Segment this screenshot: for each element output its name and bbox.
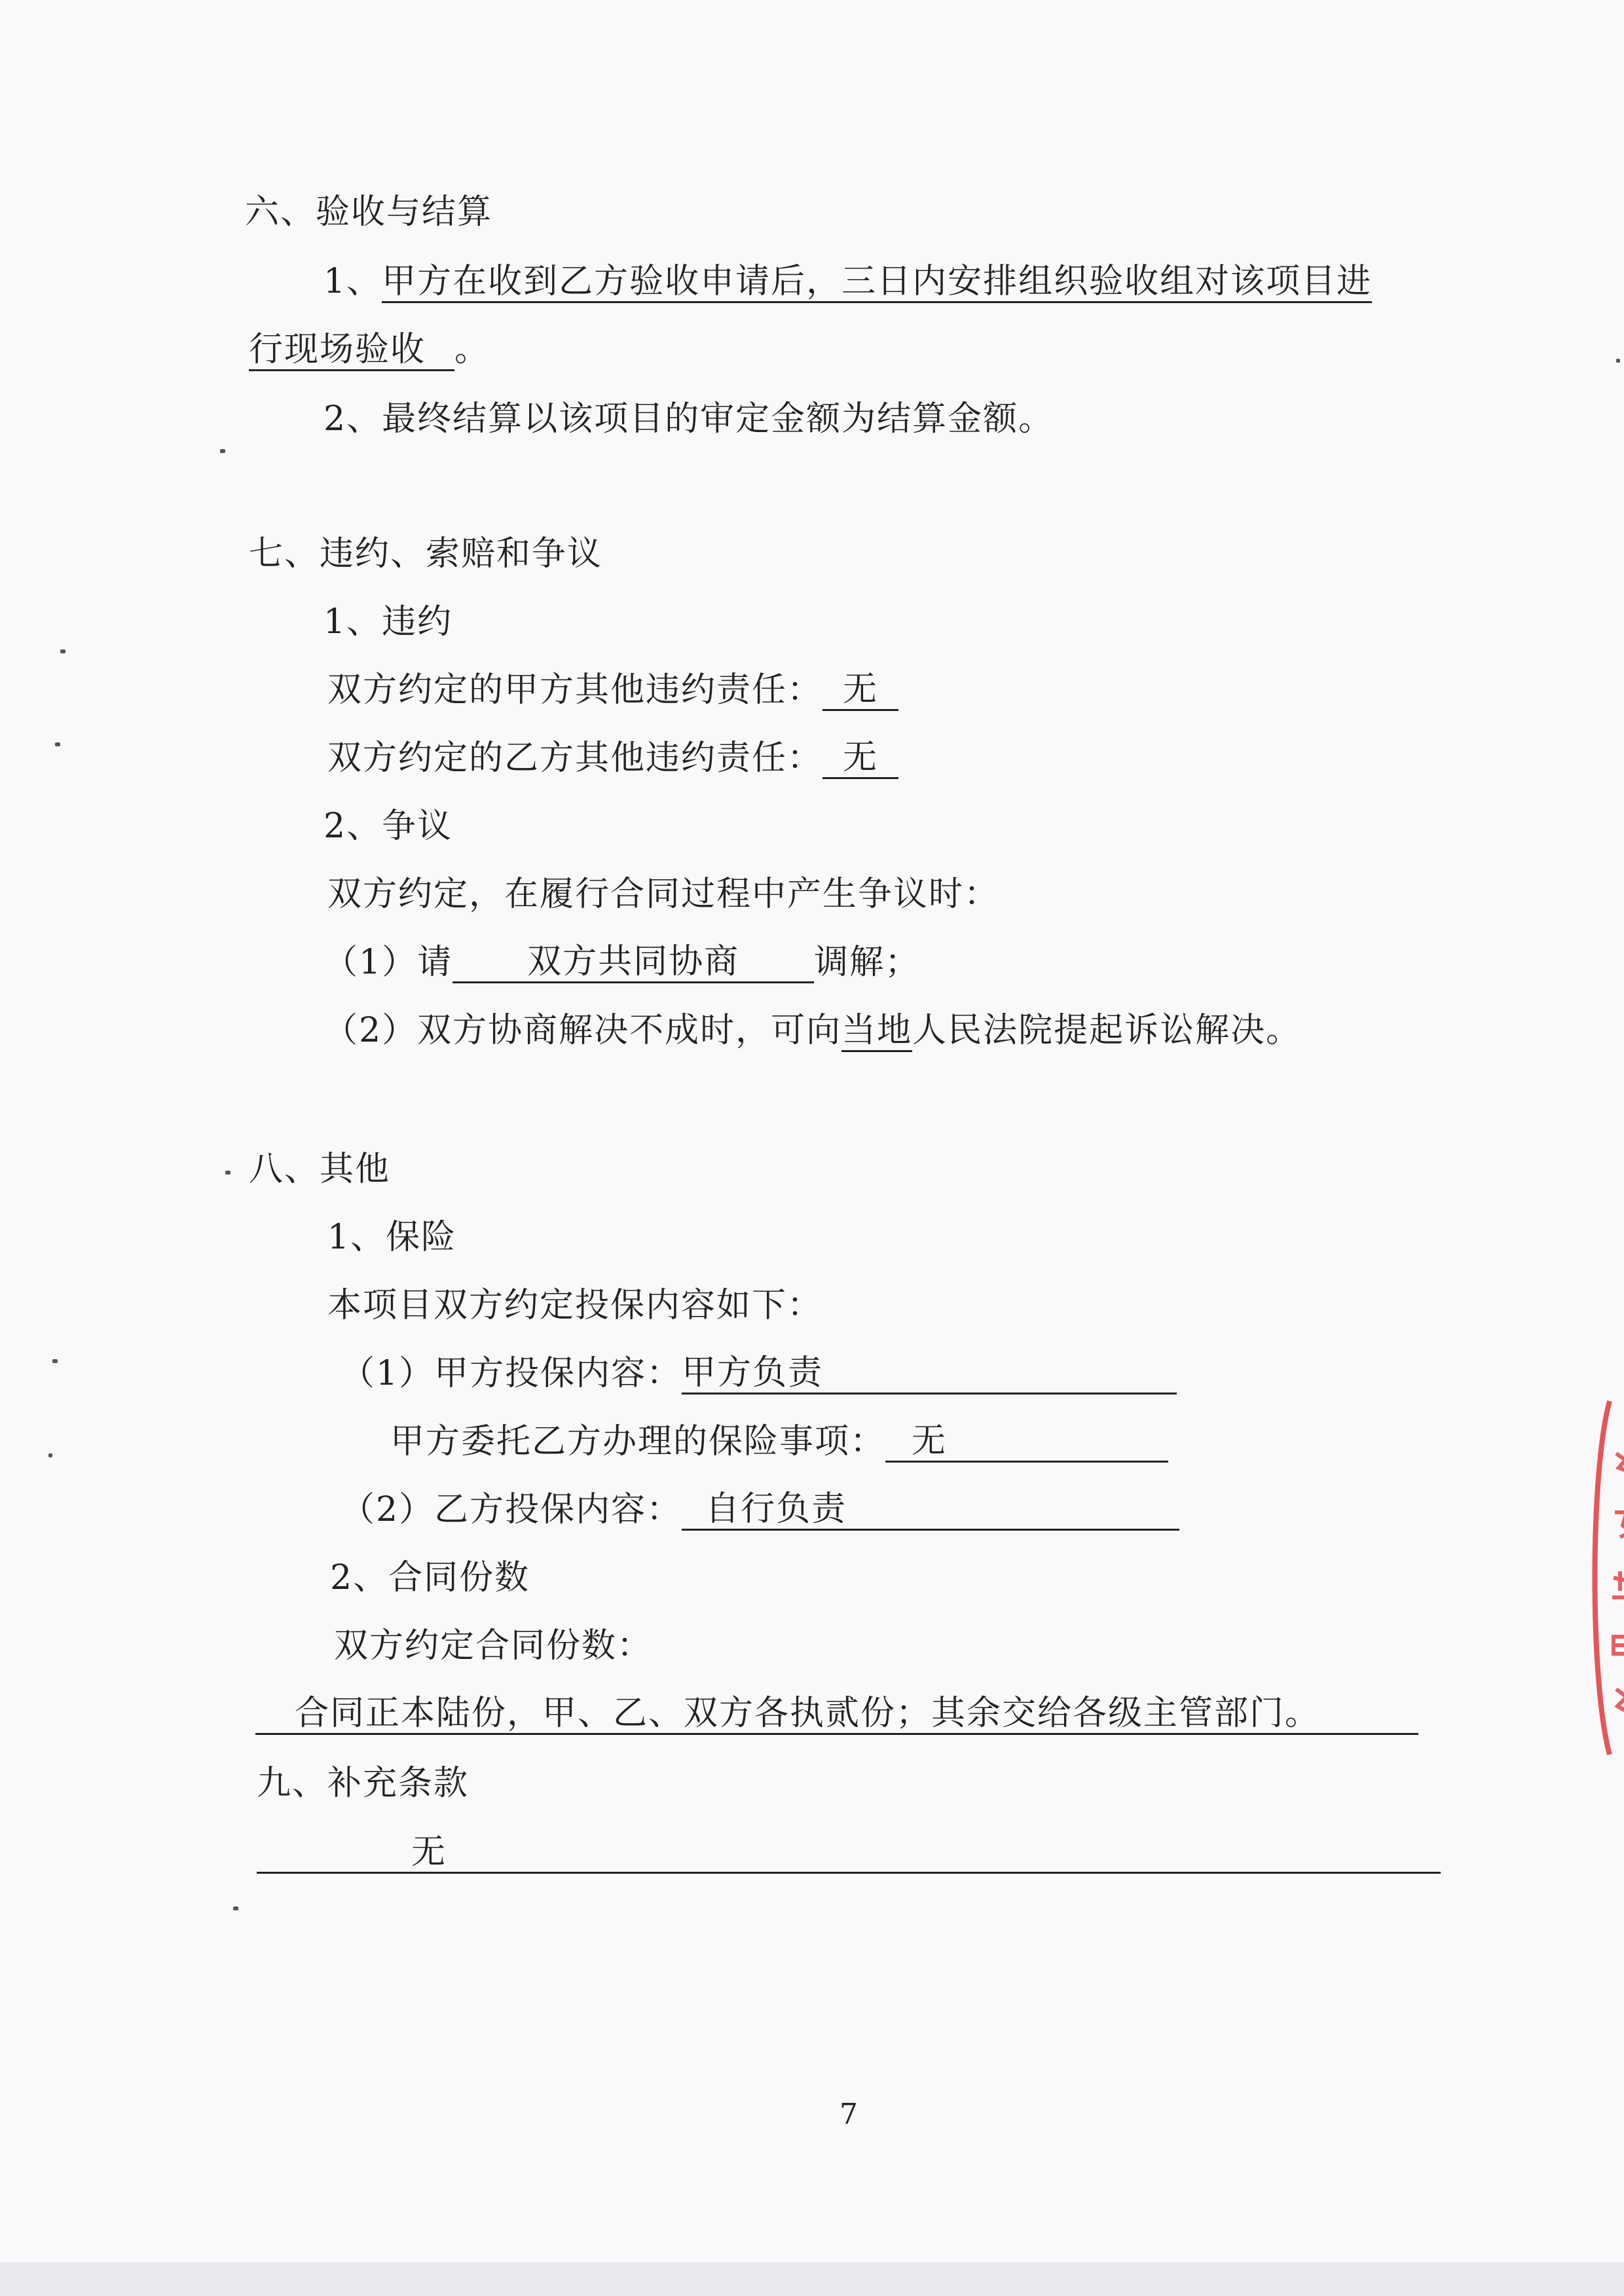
seal-glyph <box>1615 1512 1624 1537</box>
scan-speck <box>55 742 60 746</box>
mediation-party-value: 双方共同协商 <box>452 942 814 983</box>
scan-speck <box>1616 359 1620 363</box>
scan-speck <box>60 649 65 653</box>
party-a-liability <box>327 669 898 711</box>
party-a-insurance-value: 甲方负责 <box>682 1353 1177 1394</box>
entrusted-insurance-value: 无 <box>885 1421 1168 1463</box>
settlement-clause: 2、最终结算以该项目的审定金额为结算金额。 <box>323 399 1054 439</box>
section-9-heading <box>257 1762 469 1804</box>
party-b-insurance-value: 自行负责 <box>682 1489 1179 1531</box>
option-prefix: （2）双方协商解决不成时，可向 <box>323 1011 842 1050</box>
copies-value: 合同正本陆份，甲、乙、双方各执贰份；其余交给各级主管部门。 <box>255 1694 1418 1735</box>
dispute-intro-text: 双方约定，在履行合同过程中产生争议时： <box>327 875 1000 914</box>
seal-glyph <box>1616 1689 1624 1713</box>
seal-ring <box>1595 1401 1610 1755</box>
supplementary-terms-value: 无 <box>257 1832 1441 1874</box>
subheading-text: 2、争议 <box>323 807 453 846</box>
scan-speck <box>233 1906 238 1910</box>
page-number: 7 <box>840 2098 858 2131</box>
insurance-party-a <box>341 1353 1177 1394</box>
field-label: 甲方委托乙方办理的保险事项： <box>390 1422 886 1461</box>
item-number: 1、 <box>323 262 382 301</box>
insurance-intro-text: 本项目双方约定投保内容如下： <box>327 1286 823 1325</box>
field-label: 双方约定的甲方其他违约责任： <box>327 670 823 710</box>
section-8-sub-1 <box>327 1216 456 1258</box>
party-b-liability <box>327 737 898 779</box>
section-7-heading <box>249 533 602 575</box>
heading-text: 七、违约、索赔和争议 <box>249 534 603 574</box>
court-location-value: 当地 <box>841 1011 912 1052</box>
section-6-item-1-line-1 <box>323 261 1372 303</box>
insurance-party-b <box>341 1489 1179 1531</box>
scan-speck <box>52 1359 58 1363</box>
underlined-acceptance-clause-cont: 行现场验收 <box>249 330 454 371</box>
section-8-heading <box>249 1148 390 1190</box>
subheading-text: 1、违约 <box>323 602 453 642</box>
section-6-heading <box>245 191 492 233</box>
field-label: （2）乙方投保内容： <box>341 1490 682 1529</box>
section-6-item-2 <box>323 398 1054 440</box>
dispute-option-2 <box>323 1010 1301 1052</box>
copies-intro-text: 双方约定合同份数： <box>334 1626 653 1666</box>
period: 。 <box>454 330 490 369</box>
scan-speck <box>225 1171 231 1175</box>
dispute-intro <box>327 873 999 915</box>
heading-text: 九、补充条款 <box>257 1764 470 1803</box>
copies-value-line <box>255 1693 1418 1735</box>
section-7-sub-2 <box>323 805 452 847</box>
option-suffix: 人民法院提起诉讼解决。 <box>912 1011 1302 1050</box>
field-label: （1）甲方投保内容： <box>341 1354 682 1393</box>
scan-speck <box>48 1453 52 1457</box>
option-suffix: 调解； <box>814 943 921 982</box>
field-label: 双方约定的乙方其他违约责任： <box>327 738 823 778</box>
red-seal-stamp <box>1583 1394 1624 1761</box>
dispute-option-1 <box>323 941 920 983</box>
seal-glyph <box>1612 1571 1624 1597</box>
subheading-text: 1、保险 <box>327 1218 457 1257</box>
section-7-sub-1 <box>323 601 452 643</box>
copies-intro <box>334 1625 652 1667</box>
seal-glyph <box>1616 1453 1624 1472</box>
section-6-item-1-line-2 <box>249 329 490 371</box>
scan-speck <box>220 449 225 453</box>
section-8-sub-2 <box>330 1557 530 1599</box>
seal-glyph <box>1614 1637 1624 1654</box>
heading-text: 六、验收与结算 <box>245 192 493 232</box>
scan-bottom-edge <box>0 2262 1624 2296</box>
party-a-liability-value: 无 <box>822 670 898 711</box>
insurance-party-a-entrusted <box>390 1421 1168 1463</box>
supplementary-terms-line <box>257 1832 1441 1874</box>
subheading-text: 2、合同份数 <box>330 1558 530 1597</box>
option-prefix: （1）请 <box>323 943 453 982</box>
underlined-acceptance-clause: 甲方在收到乙方验收申请后，三日内安排组织验收组对该项目进 <box>382 262 1372 303</box>
party-b-liability-value: 无 <box>822 738 898 779</box>
insurance-intro <box>327 1285 822 1326</box>
heading-text: 八、其他 <box>249 1150 391 1189</box>
